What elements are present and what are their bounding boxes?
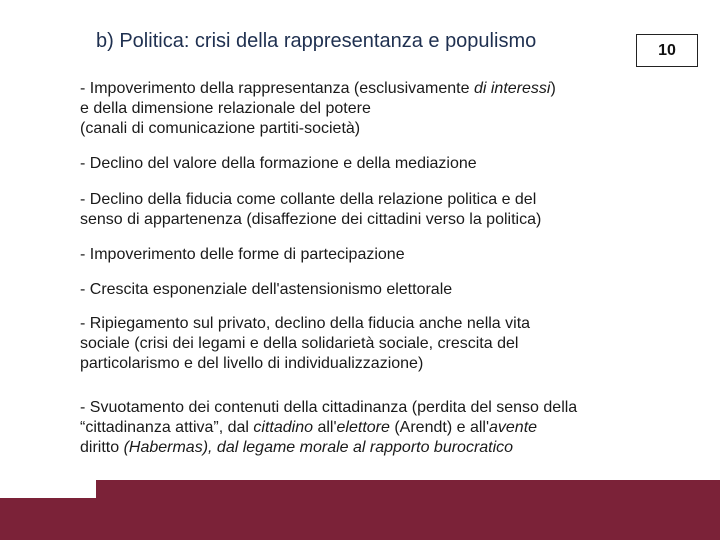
text-segment: - Declino della fiducia come collante della relazione politica e del bbox=[80, 191, 537, 208]
paragraph-line bbox=[80, 418, 577, 438]
italic-term: avente bbox=[489, 419, 538, 436]
paragraph-line bbox=[80, 154, 477, 174]
text-segment: (canali di comunicazione partiti-società) bbox=[80, 120, 361, 137]
text-segment: senso di appartenenza (disaffezione dei cittadini verso la politica) bbox=[80, 211, 542, 228]
paragraph-line bbox=[80, 190, 541, 210]
paragraph-line bbox=[80, 398, 577, 418]
italic-term: cittadino bbox=[253, 419, 314, 436]
bullet-paragraph bbox=[80, 79, 556, 139]
paragraph-line bbox=[80, 245, 405, 265]
text-segment: ) bbox=[550, 80, 556, 97]
footer-accent-strip bbox=[0, 498, 96, 540]
page-number: 10 bbox=[658, 41, 676, 59]
text-segment: e della dimensione relazionale del potere bbox=[80, 100, 371, 117]
text-segment: “cittadinanza attiva”, dal bbox=[80, 419, 254, 436]
text-segment: particolarismo e del livello di individualizzazione) bbox=[80, 355, 424, 372]
italic-term: di interessi bbox=[473, 80, 551, 97]
text-segment: - Impoverimento delle forme di partecipazione bbox=[80, 246, 405, 263]
bullet-paragraph bbox=[80, 314, 530, 374]
italic-term: (Habermas), dal legame morale al rapporto burocratico bbox=[119, 439, 514, 456]
bullet-paragraph bbox=[80, 154, 477, 174]
text-segment: - Svuotamento dei contenuti della cittadinanza (perdita del senso della bbox=[80, 399, 578, 416]
paragraph-line bbox=[80, 99, 556, 119]
bullet-paragraph bbox=[80, 280, 452, 300]
paragraph-line bbox=[80, 354, 530, 374]
text-segment: sociale (crisi dei legami e della solidarietà sociale, crescita del bbox=[80, 335, 519, 352]
bullet-paragraph bbox=[80, 398, 577, 458]
paragraph-line bbox=[80, 280, 452, 300]
paragraph-line bbox=[80, 79, 556, 99]
text-segment: - Impoverimento della rappresentanza (esclusivamente bbox=[80, 80, 474, 97]
paragraph-line bbox=[80, 210, 541, 230]
text-segment: - Declino del valore della formazione e della mediazione bbox=[80, 155, 477, 172]
text-segment: - Crescita esponenziale dell'astensionismo elettorale bbox=[80, 281, 453, 298]
italic-term: elettore bbox=[336, 419, 390, 436]
footer-accent-bar bbox=[96, 480, 720, 540]
text-segment: (Arendt) e all' bbox=[389, 419, 489, 436]
paragraph-line bbox=[80, 314, 530, 334]
paragraph-line bbox=[80, 334, 530, 354]
text-segment: diritto bbox=[80, 439, 120, 456]
text-segment: - Ripiegamento sul privato, declino della fiducia anche nella vita bbox=[80, 315, 531, 332]
text-segment: all' bbox=[313, 419, 337, 436]
slide-title: b) Politica: crisi della rappresentanza e populismo bbox=[96, 30, 537, 52]
paragraph-line bbox=[80, 119, 556, 139]
page-number-box bbox=[636, 34, 698, 67]
bullet-paragraph bbox=[80, 190, 541, 230]
bullet-paragraph bbox=[80, 245, 405, 265]
paragraph-line bbox=[80, 438, 577, 458]
